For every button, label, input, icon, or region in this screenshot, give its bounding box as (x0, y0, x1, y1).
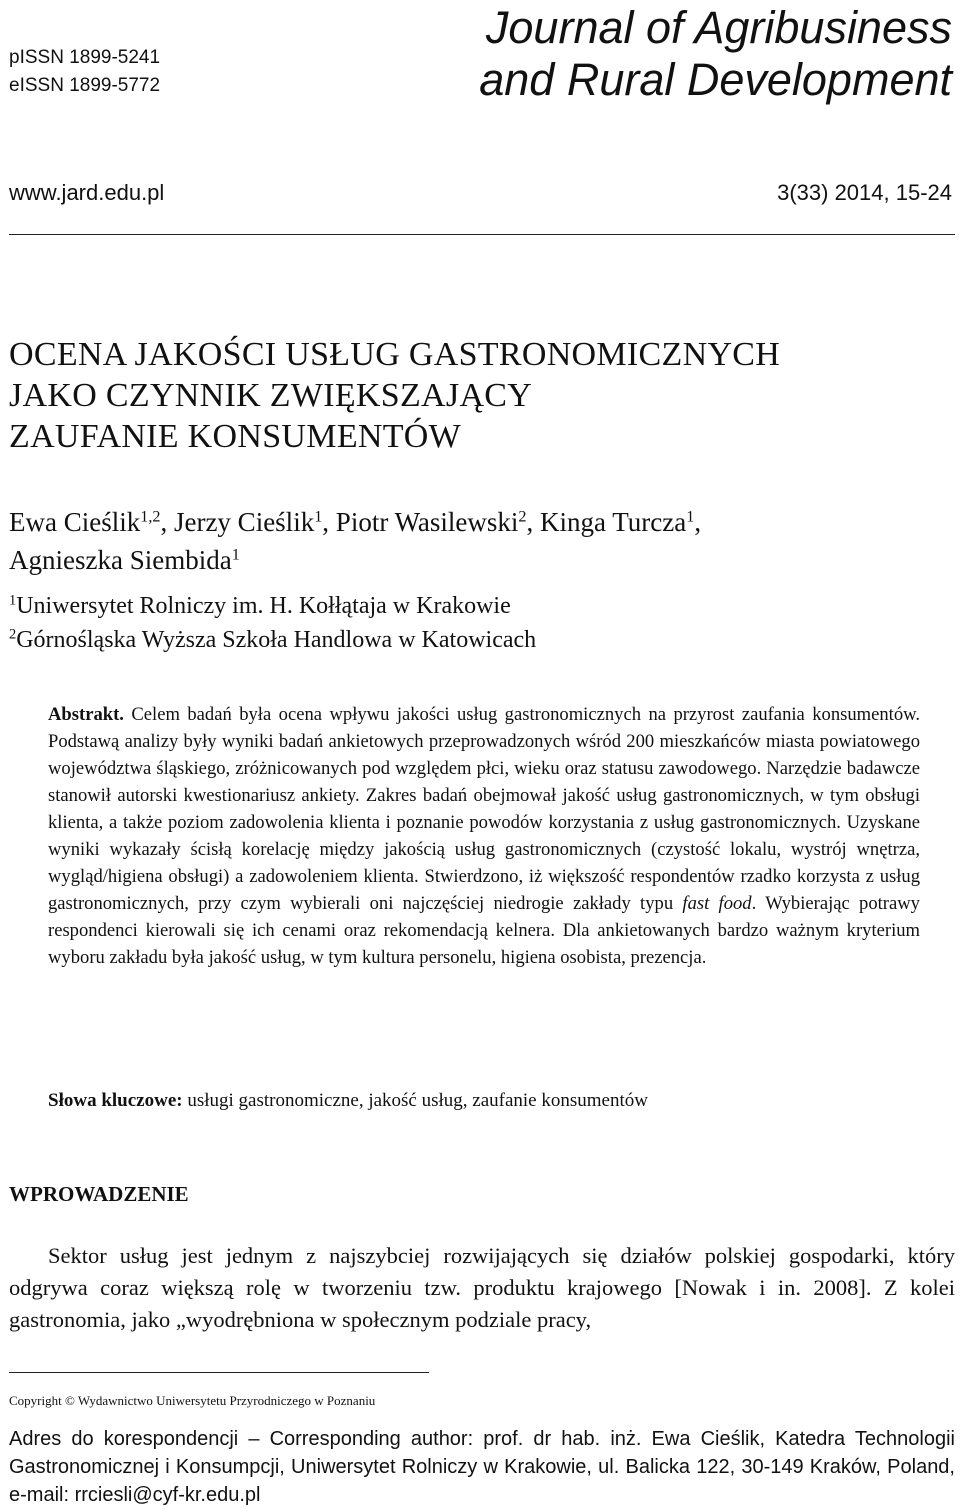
keywords-text: usługi gastronomiczne, jakość usług, zaufanie konsumentów (187, 1090, 648, 1111)
title-line-2: JAKO CZYNNIK ZWIĘKSZAJĄCY (9, 377, 533, 414)
header-divider (9, 234, 955, 235)
issn-print: pISSN 1899-5241 (9, 47, 161, 68)
keywords (48, 1087, 648, 1114)
affiliation-number: 1 (9, 592, 17, 609)
journal-website[interactable]: www.jard.edu.pl (9, 180, 165, 205)
author (9, 507, 174, 537)
issue-info: 3(33) 2014, 15-24 (777, 180, 952, 205)
section-heading: WPROWADZENIE (9, 1182, 189, 1206)
title-line-1: OCENA JAKOŚCI USŁUG GASTRONOMICZNYCH (9, 336, 781, 373)
author-affiliation-mark: 1,2 (140, 507, 161, 526)
affiliation-name: Uniwersytet Rolniczy im. H. Kołłątaja w Krakowie (16, 593, 511, 619)
issn-block (9, 44, 160, 100)
author-separator: , (322, 507, 336, 537)
author (174, 507, 336, 537)
abstract-text: Celem badań była ocena wpływu jakości usług gastronomicznych na przyrost zaufania konsumentów. Podstawą analizy były wyniki badań ankietowych przeprowadzonych wśród 200 mieszkańców miasta powiatowego województwa śląskiego, zróżnicowanych pod względem płci, wieku oraz statusu zawodowego. Narzędzie badawcze stanowił autorski kwestionariusz ankiety. Zakres badań obejmował jakość usług gastronomicznych, w tym obsługi klienta, a także poziom zadowolenia klienta i poznanie powodów korzystania z usług gastronomicznych. Uzyskane wyniki wykazały ścisłą korelację między jakością usług gastronomicznych (czystość lokalu, wystrój wnętrza, wygląd/higiena obsługi) a zadowoleniem klienta. Stwierdzono, iż większość respondentów rzadko korzysta z usług gastronomicznych, przy czym wybierali oni najczęściej niedrogie zakłady typu (48, 704, 920, 914)
journal-title-line-1: Journal of Agribusiness (485, 2, 952, 53)
correspondence-note: Adres do korespondencji – Corresponding author: prof. dr hab. inż. Ewa Cieślik, Katedra Technologii Gastronomicznej i Konsumpcji, Uniwersytet Rolniczy w Krakowie, ul. Balicka 122, 30-149 Kraków, Poland, e-mail: rrciesli@cyf-kr.edu.pl (9, 1428, 955, 1506)
copyright-holder: Wydawnictwo Uniwersytetu Przyrodniczego w Poznaniu (77, 1393, 376, 1408)
author-name: Jerzy Cieślik (173, 507, 315, 537)
journal-title (479, 2, 952, 106)
author-affiliation-mark: 2 (518, 507, 527, 526)
copyright-word: Copyright (9, 1393, 62, 1408)
abstract (48, 701, 920, 971)
footnote-divider (9, 1372, 429, 1373)
affiliation-name: Górnośląska Wyższa Szkoła Handlowa w Katowicach (16, 627, 537, 653)
author-affiliation-mark: 1 (686, 507, 695, 526)
author (9, 545, 240, 575)
author (540, 507, 701, 537)
affiliation-number: 2 (9, 626, 17, 643)
copyright-line (9, 1392, 375, 1410)
affiliation (9, 589, 536, 623)
article-title (9, 334, 780, 457)
title-line-3: ZAUFANIE KONSUMENTÓW (9, 418, 462, 455)
abstract-text-continued: . Wybierając potrawy respondenci kierowali się ich cenami oraz rekomendacją kelnera. Dla ankietowanych bardzo ważnym kryterium wyboru zakładu była jakość usług, w tym kultura personelu, higiena osobista, prezencja. (48, 893, 920, 968)
affiliation-list (9, 589, 536, 657)
journal-title-line-2: and Rural Development (479, 54, 952, 105)
abstract-italic-term: fast food (682, 893, 752, 914)
copyright-icon: © (64, 1393, 75, 1408)
author-separator: , (694, 507, 702, 537)
abstract-label: Abstrakt. (48, 704, 124, 725)
author-separator: , (160, 507, 174, 537)
author-affiliation-mark: 1 (231, 545, 240, 564)
author-name: Agnieszka Siembida (9, 545, 232, 575)
author-list (9, 503, 955, 579)
author-separator: , (526, 507, 540, 537)
affiliation (9, 623, 536, 657)
intro-paragraph: Sektor usług jest jednym z najszybciej rozwijających się działów polskiej gospodarki, który odgrywa coraz większą rolę w tworzeniu tzw. produktu krajowego [Nowak i in. 2008]. Z kolei gastronomia, jako „wyodrębniona w społecznym podziale pracy, (9, 1243, 955, 1332)
author-name: Kinga Turcza (539, 507, 687, 537)
author-name: Piotr Wasilewski (335, 507, 519, 537)
author-affiliation-mark: 1 (314, 507, 323, 526)
issn-electronic: eISSN 1899-5772 (9, 75, 161, 96)
author-name: Ewa Cieślik (9, 507, 141, 537)
keywords-label: Słowa kluczowe: (48, 1090, 183, 1111)
author (336, 507, 540, 537)
